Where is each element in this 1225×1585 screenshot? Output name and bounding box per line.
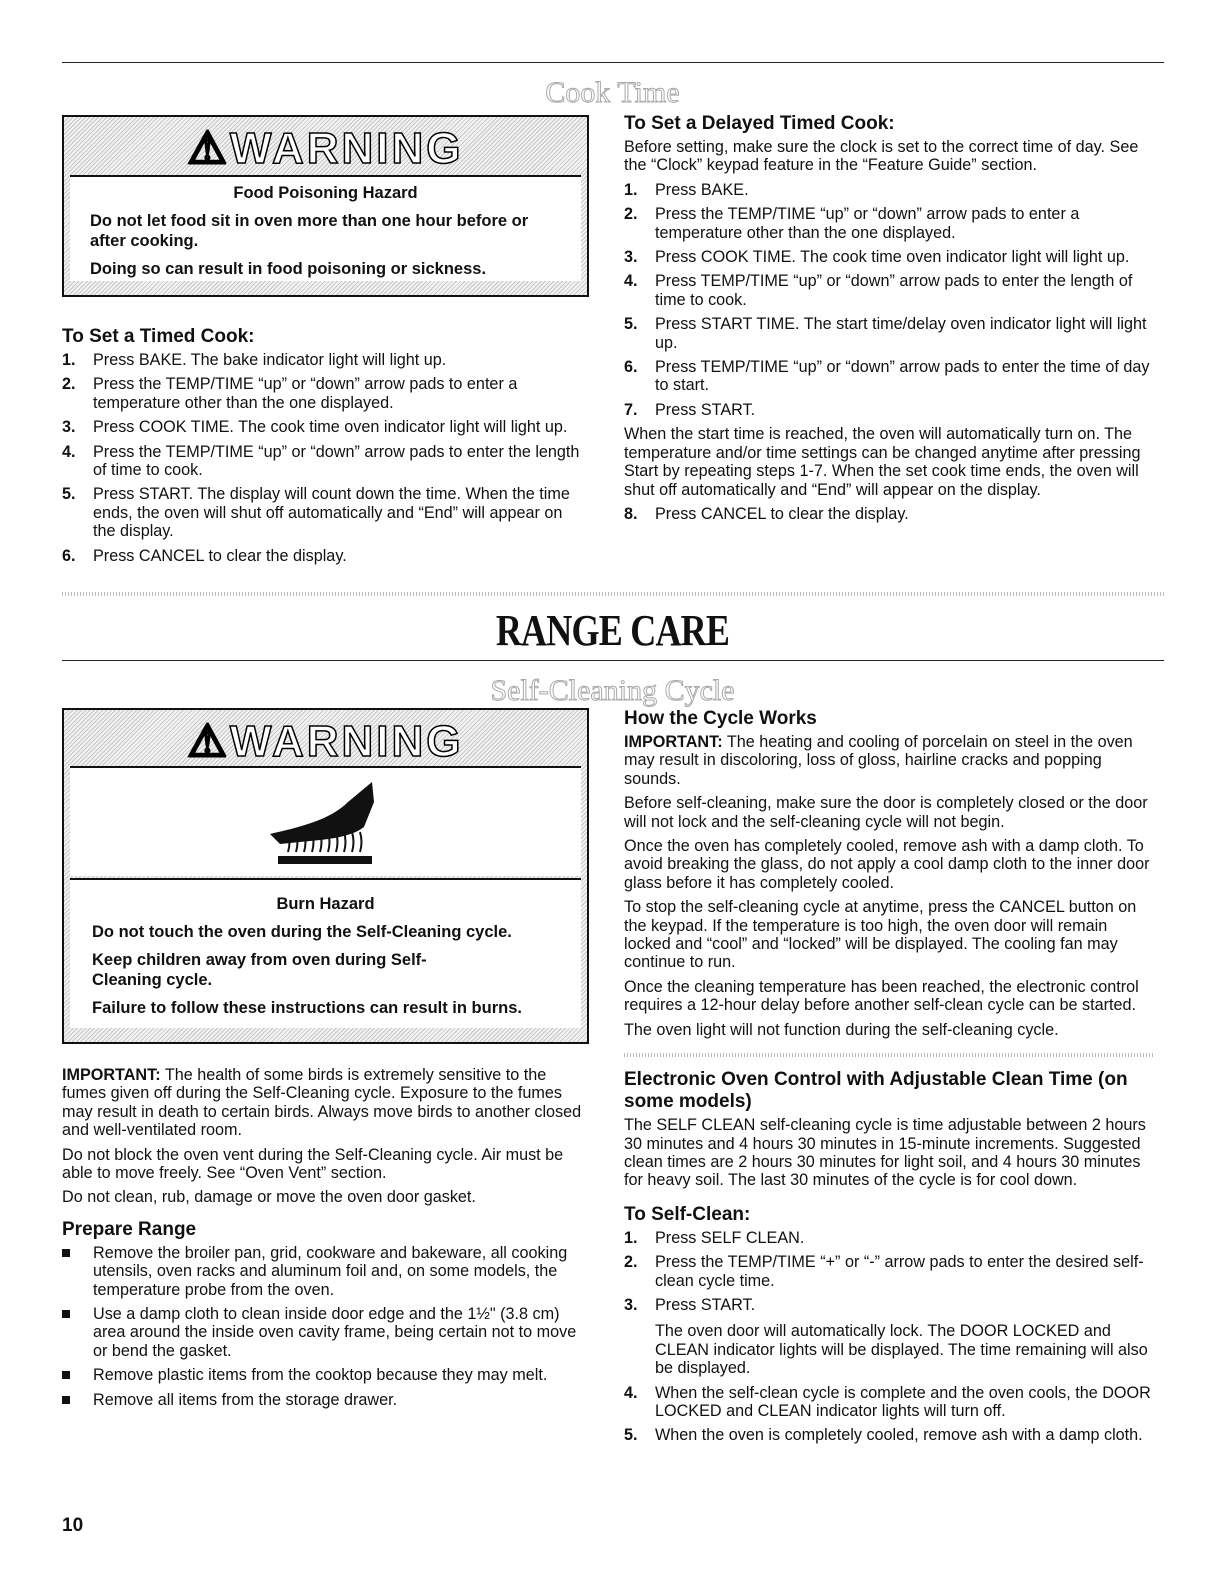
dotted-divider (624, 1053, 1154, 1057)
warning-body (70, 175, 581, 281)
porcelain-important (624, 733, 1154, 788)
self-clean-steps (624, 1229, 1154, 1445)
top-rule (62, 62, 1164, 63)
list-item: 2. Press the TEMP/TIME “up” or “down” arrow pads to enter a temperature other than the one displayed. (624, 205, 1080, 242)
section-title-cook-time: Cook Time (545, 76, 680, 109)
prepare-range-title: Prepare Range (62, 1218, 197, 1240)
delayed-intro: Before setting, make sure the clock is set to the correct time of day. See the “Clock” keypad feature in the “Feature Guide” section. (624, 138, 1139, 175)
warning-heading: ⚠WARNING (187, 124, 464, 173)
eoc-title: Electronic Oven Control with Adjustable Clean Time (on some models) (624, 1069, 1128, 1113)
title-rule (62, 660, 1164, 661)
timed-cook-section (62, 326, 587, 571)
list-item: 6. Press CANCEL to clear the display. (62, 546, 347, 565)
important-text: The health of some birds is extremely sensitive to the fumes given off during the Self-Cleaning cycle. Exposure to the fumes may result in death to certain birds. Always move birds to another closed and well-ventilated room. (62, 1066, 582, 1140)
paragraph: The oven light will not function during the self-cleaning cycle. (624, 1020, 1059, 1039)
list-item: 8. Press CANCEL to clear the display. (624, 504, 909, 523)
list-item: Remove plastic items from the cooktop because they may melt. (62, 1366, 587, 1384)
section-title-self-cleaning: Self-Cleaning Cycle (490, 674, 735, 707)
important-label: IMPORTANT: (62, 1066, 161, 1084)
prepare-range-list (62, 1244, 587, 1409)
list-item: 7. Press START. (624, 400, 756, 419)
important-label: IMPORTANT: (624, 733, 723, 751)
list-item: 2. Press the TEMP/TIME “up” or “down” arrow pads to enter a temperature other than the one displayed. (62, 375, 518, 412)
important-text: The heating and cooling of porcelain on steel in the oven may result in discoloring, loss of gloss, hairline cracks and popping sounds. (624, 733, 1133, 788)
eoc-paragraph: The SELF CLEAN self-cleaning cycle is time adjustable between 2 hours 30 minutes and 4 hours 30 minutes in 15-minute increments. Suggested clean times are 2 hours 30 minutes for light soil, and 4 hours 30 minutes for heavy soil. The last 30 minutes of the cycle is for cool down. (624, 1116, 1146, 1190)
page-number: 10 (62, 1515, 84, 1536)
gasket-paragraph: Do not clean, rub, damage or move the oven door gasket. (62, 1188, 476, 1207)
list-item: 1. Press BAKE. (624, 180, 749, 199)
list-item: 3. Press START. The oven door will automatically lock. The DOOR LOCKED and CLEAN indicator lights will be displayed. The time remaining will also be displayed. (624, 1296, 1154, 1378)
timed-cook-title: To Set a Timed Cook: (62, 326, 255, 347)
list-item: 5. Press START. The display will count down the time. When the time ends, the oven will shut off automatically and “End” will appear on the display. (62, 485, 570, 541)
warning-line: Do not touch the oven during the Self-Cleaning cycle. (92, 923, 512, 941)
warning-line: Doing so can result in food poisoning or sickness. (90, 260, 487, 278)
warning-image-area (70, 766, 581, 876)
birds-important (62, 1066, 587, 1140)
list-item: Use a damp cloth to clean inside door edge and the 1½" (3.8 cm) area around the inside oven cavity frame, being certain not to move or bend the gasket. (62, 1305, 587, 1360)
paragraph: To stop the self-cleaning cycle at anytime, press the CANCEL button on the keypad. If the temperature is too high, the oven door will remain locked and “cool” and “locked” will be displayed. The cooling fan may continue to run. (624, 898, 1137, 972)
warning-line: Keep children away from oven during Self-Cleaning cycle. (92, 951, 427, 989)
list-item: 3. Press COOK TIME. The cook time oven indicator light will light up. (62, 418, 568, 437)
page-title: RANGE CARE (495, 606, 730, 655)
warning-title: Food Poisoning Hazard (233, 184, 418, 202)
warning-body (70, 878, 581, 1028)
list-item: Remove all items from the storage drawer. (62, 1391, 587, 1409)
self-clean-left-column (62, 1066, 587, 1415)
paragraph: Once the cleaning temperature has been reached, the electronic control requires a 12-hour delay before another self-clean cycle can be started. (624, 977, 1139, 1015)
list-item: 1. Press BAKE. The bake indicator light will light up. (62, 351, 447, 369)
how-cycle-works-title: How the Cycle Works (624, 708, 817, 729)
list-item: 2. Press the TEMP/TIME “+” or “-” arrow pads to enter the desired self-clean cycle time. (624, 1253, 1144, 1290)
warning-line: Do not let food sit in oven more than one hour before or after cooking. (90, 212, 529, 250)
list-item: 4. Press the TEMP/TIME “up” or “down” arrow pads to enter the length of time to cook. (62, 442, 580, 480)
delayed-after: When the start time is reached, the oven will automatically turn on. The temperature and/or time settings can be changed anytime after pressing Start by repeating steps 1-7. When the set cook time ends, the oven will shut off automatically and “End” will appear on the display. (624, 425, 1141, 499)
delayed-cook-section (624, 113, 1154, 529)
delayed-cook-title: To Set a Delayed Timed Cook: (624, 113, 895, 134)
warning-line: Failure to follow these instructions can result in burns. (92, 999, 522, 1017)
timed-cook-steps (62, 351, 587, 565)
warning-box-burn (62, 708, 589, 1044)
list-item: 1. Press SELF CLEAN. (624, 1228, 805, 1247)
list-item: 6. Press TEMP/TIME “up” or “down” arrow pads to enter the time of day to start. (624, 358, 1150, 395)
self-clean-right-column (624, 708, 1154, 1451)
warning-heading: ⚠WARNING (187, 717, 464, 766)
list-item: 4. Press TEMP/TIME “up” or “down” arrow pads to enter the length of time to cook. (624, 272, 1133, 309)
self-clean-title: To Self-Clean: (624, 1203, 751, 1225)
paragraph: Once the oven has completely cooled, remove ash with a damp cloth. To avoid breaking the glass, do not apply a cool damp cloth to the inner door glass before it has completely cooled. (624, 837, 1150, 892)
warning-box-food (62, 115, 589, 297)
list-item: 3. Press COOK TIME. The cook time oven indicator light will light up. (624, 248, 1130, 267)
paragraph: Before self-cleaning, make sure the door is completely closed or the door will not lock and the self-cleaning cycle will not begin. (624, 794, 1148, 831)
list-item: 5. Press START TIME. The start time/delay oven indicator light will light up. (624, 315, 1147, 352)
delayed-cook-steps (624, 181, 1154, 419)
list-item: 4. When the self-clean cycle is complete and the oven cools, the DOOR LOCKED and CLEAN indicator lights will turn off. (624, 1383, 1151, 1420)
step3-note: The oven door will automatically lock. The DOOR LOCKED and CLEAN indicator lights will be displayed. The time remaining will also be displayed. (655, 1322, 1148, 1378)
dotted-divider (62, 592, 1164, 596)
hand-heat-icon (260, 772, 400, 872)
list-item: Remove the broiler pan, grid, cookware and bakeware, all cooking utensils, oven racks and aluminum foil and, on some models, the temperature probe from the oven. (62, 1244, 587, 1299)
list-item: 5. When the oven is completely cooled, remove ash with a damp cloth. (624, 1426, 1143, 1445)
delayed-cook-step8 (624, 505, 1154, 523)
vent-paragraph: Do not block the oven vent during the Self-Cleaning cycle. Air must be able to move freely. See “Oven Vent” section. (62, 1145, 564, 1183)
warning-title: Burn Hazard (276, 895, 375, 913)
